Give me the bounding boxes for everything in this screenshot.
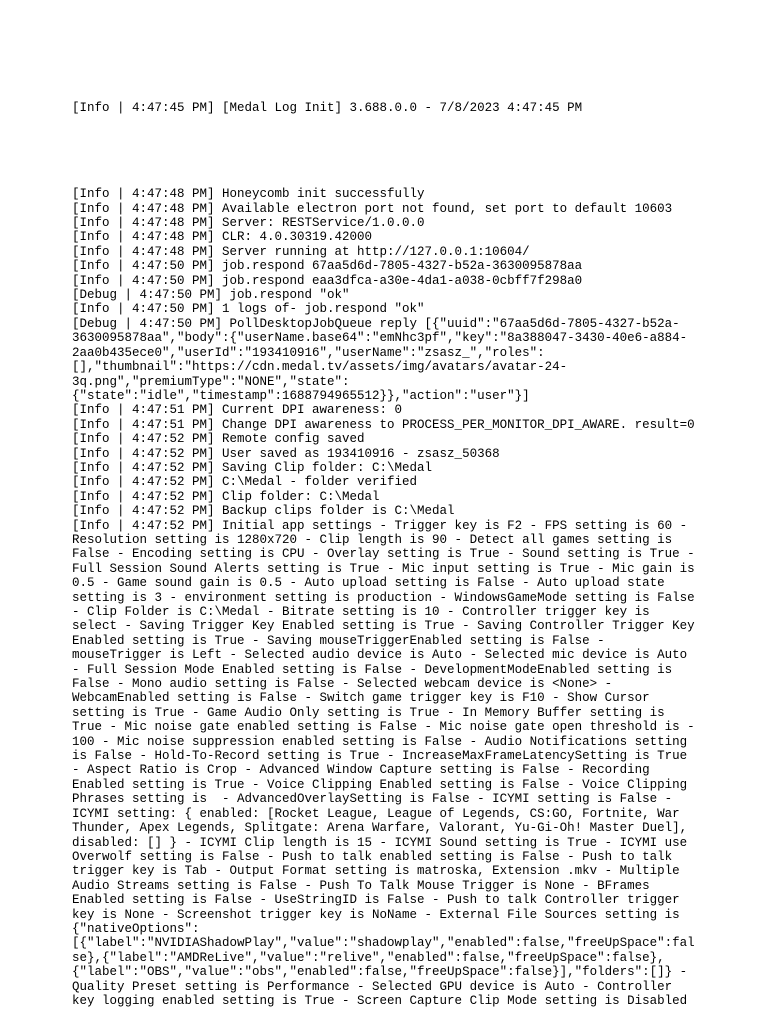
log-line: [Info | 4:47:52 PM] Backup clips folder is C:\Medal (72, 504, 455, 519)
log-line: 100 - Mic noise suppression enabled setting is False - Audio Notifications setting (72, 734, 688, 749)
log-line: [],"thumbnail":"https://cdn.medal.tv/assets/img/avatars/avatar-24- (72, 360, 568, 375)
log-header-line: [Info | 4:47:45 PM] [Medal Log Init] 3.688.0.0 - 7/8/2023 4:47:45 PM (72, 100, 583, 115)
log-line: setting is True - Game Audio Only setting is True - In Memory Buffer setting is (72, 705, 665, 720)
log-line: [Info | 4:47:51 PM] Change DPI awareness to PROCESS_PER_MONITOR_DPI_AWARE. result=0 (72, 417, 695, 432)
log-line: Phrases setting is - AdvancedOverlaySetting is False - ICYMI setting is False - (72, 792, 673, 807)
log-line: [Info | 4:47:50 PM] job.respond eaa3dfca-a30e-4da1-a038-0cbff7f298a0 (72, 273, 583, 288)
log-line: Audio Streams setting is False - Push To Talk Mouse Trigger is None - BFrames (72, 878, 650, 893)
log-line: [Info | 4:47:50 PM] 1 logs of- job.respond "ok" (72, 302, 425, 317)
log-line: Full Session Sound Alerts setting is True - Mic input setting is True - Mic gain is (72, 561, 695, 576)
log-line: {"nativeOptions": (72, 921, 200, 936)
log-line: trigger key is Tab - Output Format setting is matroska, Extension .mkv - Multiple (72, 864, 680, 879)
log-line: 2aa0b435ece0","userId":"193410916","userName":"zsasz_","roles": (72, 345, 545, 360)
log-line: [Info | 4:47:52 PM] Saving Clip folder: C:\Medal (72, 460, 433, 475)
log-line: is False - Hold-To-Record setting is True - IncreaseMaxFrameLatencySetting is True (72, 749, 688, 764)
log-line: Enabled setting is True - Voice Clipping Enabled setting is False - Voice Clipping (72, 777, 688, 792)
log-line: key is None - Screenshot trigger key is NoName - External File Sources setting is (72, 907, 680, 922)
log-line: Enabled setting is False - UseStringID is False - Push to talk Controller trigger (72, 893, 680, 908)
blank-line (72, 144, 712, 158)
log-line: - Clip Folder is C:\Medal - Bitrate setting is 10 - Controller trigger key is (72, 605, 650, 620)
log-line: True - Mic noise gate enabled setting is False - Mic noise gate open threshold is - (72, 720, 695, 735)
log-line: [Info | 4:47:52 PM] Remote config saved (72, 432, 365, 447)
log-line: [Info | 4:47:51 PM] Current DPI awareness: 0 (72, 403, 403, 418)
log-line: [Info | 4:47:48 PM] CLR: 4.0.30319.42000 (72, 230, 373, 245)
log-line: Resolution setting is 1280x720 - Clip length is 90 - Detect all games setting is (72, 532, 673, 547)
log-line: Quality Preset setting is Performance - Selected GPU device is Auto - Controller (72, 979, 673, 994)
log-line: se},{"label":"AMDReLive","value":"relive","enabled":false,"freeUpSpace":false}, (72, 950, 665, 965)
log-line: [Debug | 4:47:50 PM] job.respond "ok" (72, 288, 350, 303)
log-line: ICYMI setting: { enabled: [Rocket League, League of Legends, CS:GO, Fortnite, War (72, 806, 680, 821)
log-line: [Debug | 4:47:50 PM] PollDesktopJobQueue reply [{"uuid":"67aa5d6d-7805-4327-b52a- (72, 316, 680, 331)
log-line: 3630095878aa","body":{"userName.base64":"emNhc3pf","key":"8a388047-3430-40e6-a884- (72, 331, 688, 346)
log-line: Overwolf setting is False - Push to talk enabled setting is False - Push to talk (72, 849, 673, 864)
log-line: disabled: [] } - ICYMI Clip length is 15 - ICYMI Sound setting is True - ICYMI use (72, 835, 688, 850)
log-line: [Info | 4:47:48 PM] Server: RESTService/1.0.0.0 (72, 216, 425, 231)
log-line: WebcamEnabled setting is False - Switch game trigger key is F10 - Show Cursor (72, 691, 650, 706)
log-line: mouseTrigger is Left - Selected audio device is Auto - Selected mic device is Auto (72, 648, 688, 663)
log-line: False - Encoding setting is CPU - Overlay setting is True - Sound setting is True - (72, 547, 695, 562)
log-line: select - Saving Trigger Key Enabled setting is True - Saving Controller Trigger Key (72, 619, 695, 634)
log-line: {"label":"OBS","value":"obs","enabled":false,"freeUpSpace":false}],"folders":[]} - (72, 965, 688, 980)
log-line: [Info | 4:47:52 PM] Clip folder: C:\Medal (72, 489, 380, 504)
log-line: Enabled setting is True - Saving mouseTriggerEnabled setting is False - (72, 633, 605, 648)
log-line: 3q.png","premiumType":"NONE","state": (72, 374, 350, 389)
log-line: 0.5 - Game sound gain is 0.5 - Auto upload setting is False - Auto upload state (72, 576, 665, 591)
log-line: [{"label":"NVIDIAShadowPlay","value":"shadowplay","enabled":false,"freeUpSpace":fal (72, 936, 695, 951)
log-line: [Info | 4:47:52 PM] C:\Medal - folder verified (72, 475, 418, 490)
log-line: [Info | 4:47:50 PM] job.respond 67aa5d6d-7805-4327-b52a-3630095878aa (72, 259, 583, 274)
log-line: [Info | 4:47:48 PM] Honeycomb init successfully (72, 187, 425, 202)
log-lines (72, 187, 712, 1008)
log-line: False - Mono audio setting is False - Selected webcam device is <None> - (72, 677, 613, 692)
log-line: - Aspect Ratio is Crop - Advanced Window Capture setting is False - Recording (72, 763, 650, 778)
log-document (72, 72, 712, 1023)
log-line: key logging enabled setting is True - Screen Capture Clip Mode setting is Disabled (72, 993, 688, 1008)
log-line: Thunder, Apex Legends, Splitgate: Arena Warfare, Valorant, Yu-Gi-Oh! Master Duel], (72, 821, 688, 836)
log-line: [Info | 4:47:52 PM] User saved as 193410916 - zsasz_50368 (72, 446, 500, 461)
log-line: [Info | 4:47:48 PM] Server running at http://127.0.0.1:10604/ (72, 244, 530, 259)
log-line: setting is 3 - environment setting is production - WindowsGameMode setting is False (72, 590, 695, 605)
log-line: {"state":"idle","timestamp":1688794965512}},"action":"user"}] (72, 388, 530, 403)
log-line: [Info | 4:47:48 PM] Available electron port not found, set port to default 10603 (72, 201, 673, 216)
log-line: [Info | 4:47:52 PM] Initial app settings - Trigger key is F2 - FPS setting is 60 - (72, 518, 688, 533)
log-line: - Full Session Mode Enabled setting is False - DevelopmentModeEnabled setting is (72, 662, 673, 677)
